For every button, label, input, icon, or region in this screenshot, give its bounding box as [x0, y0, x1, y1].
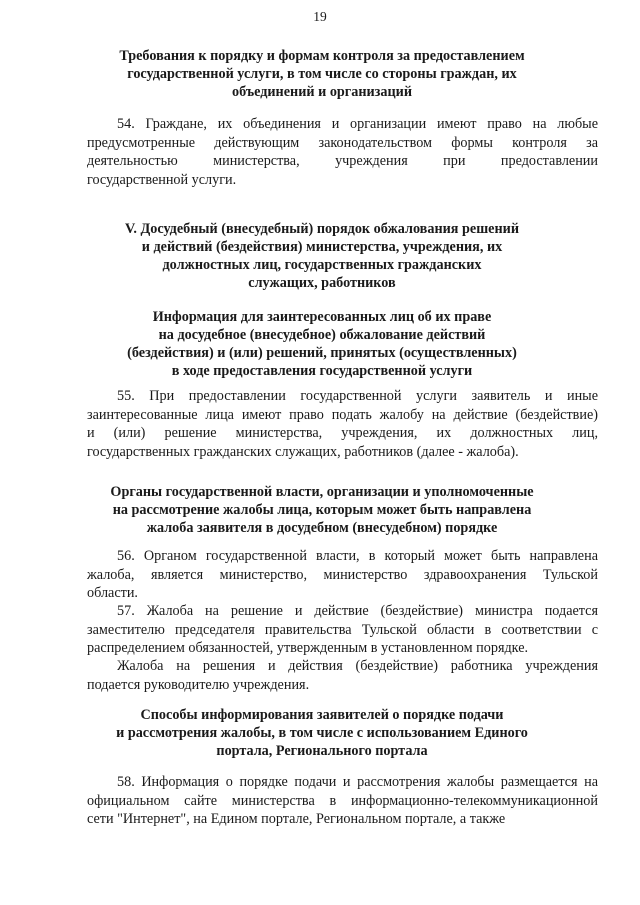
section-heading-appeal-bodies	[82, 483, 562, 537]
heading-line: жалоба заявителя в досудебном (внесудебном) порядке	[146, 520, 498, 536]
heading-line: на досудебное (внесудебное) обжалование действий	[158, 327, 486, 343]
paragraph-line: государственной услуги.	[87, 171, 237, 188]
paragraph-line: заместителю председателя правительства Тульской области в соответствии с	[87, 621, 598, 638]
paragraph-line: распределением обязанностей, утвержденным в установленном порядке.	[87, 640, 529, 657]
section-heading-appeal-information	[82, 308, 562, 380]
heading-line: государственной услуги, в том числе со стороны граждан, их	[127, 66, 517, 82]
paragraph-55	[87, 387, 598, 461]
heading-line: и рассмотрения жалобы, в том числе с использованием Единого	[116, 725, 528, 741]
paragraph-line: 56. Органом государственной власти, в который может быть направлена	[117, 548, 598, 564]
paragraph-line: сети "Интернет", на Едином портале, Региональном портале, а также	[87, 811, 506, 828]
paragraph-line: Жалоба на решения и действия (бездействие) работника учреждения	[117, 658, 598, 674]
paragraph-58	[87, 773, 598, 829]
paragraph-line: подается руководителю учреждения.	[87, 676, 310, 693]
heading-line: в ходе предоставления государственной услуги	[171, 363, 473, 379]
section-heading-appeal-procedure	[82, 220, 562, 292]
paragraph-line: 54. Граждане, их объединения и организации имеют право на любые	[117, 116, 598, 132]
paragraph-line: области.	[87, 585, 138, 602]
heading-line: Способы информирования заявителей о порядке подачи	[140, 707, 504, 723]
paragraph-line: жалоба, является министерство, министерство здравоохранения Тульской	[87, 566, 598, 583]
heading-line: Органы государственной власти, организации и уполномоченные	[110, 484, 534, 500]
page-number: 19	[313, 9, 327, 24]
paragraph-line: государственных гражданских служащих, работников (далее - жалоба).	[87, 443, 519, 460]
paragraph-line: заинтересованные лица имеют право подать жалобу на действие (бездействие)	[87, 406, 598, 423]
section-heading-informing-methods	[82, 706, 562, 760]
paragraph-line: деятельностью министерства, учреждения при предоставлении	[87, 153, 598, 170]
heading-line: V. Досудебный (внесудебный) порядок обжалования решений	[125, 221, 519, 237]
heading-line: должностных лиц, государственных гражданских	[162, 257, 482, 273]
heading-line: объединений и организаций	[231, 84, 413, 100]
heading-line: на рассмотрение жалобы лица, которым может быть направлена	[112, 502, 532, 518]
paragraph-line: официальном сайте министерства в информационно-телекоммуникационной	[87, 792, 598, 809]
heading-line: Требования к порядку и формам контроля за предоставлением	[119, 48, 525, 64]
section-heading-control-requirements	[82, 47, 562, 101]
heading-line: Информация для заинтересованных лиц об их праве	[152, 309, 492, 325]
paragraph-line: 57. Жалоба на решение и действие (бездействие) министра подается	[117, 603, 598, 619]
paragraph-57-continued	[87, 657, 598, 694]
paragraph-line: 58. Информация о порядке подачи и рассмотрения жалобы размещается на	[117, 774, 598, 790]
paragraph-line: предусмотренные действующим законодательством формы контроля за	[87, 134, 598, 151]
heading-line: служащих, работников	[248, 275, 396, 291]
heading-line: и действий (бездействия) министерства, учреждения, их	[141, 239, 503, 255]
heading-line: портала, Регионального портала	[216, 743, 428, 759]
paragraph-54	[87, 115, 598, 189]
heading-line: (бездействия) и (или) решений, принятых (осуществленных)	[127, 345, 517, 361]
paragraph-line: 55. При предоставлении государственной услуги заявитель и иные	[117, 388, 598, 404]
paragraph-line: и (или) решение министерства, учреждения, их должностных лиц,	[87, 425, 598, 442]
paragraph-57	[87, 602, 598, 658]
paragraph-56	[87, 547, 598, 603]
